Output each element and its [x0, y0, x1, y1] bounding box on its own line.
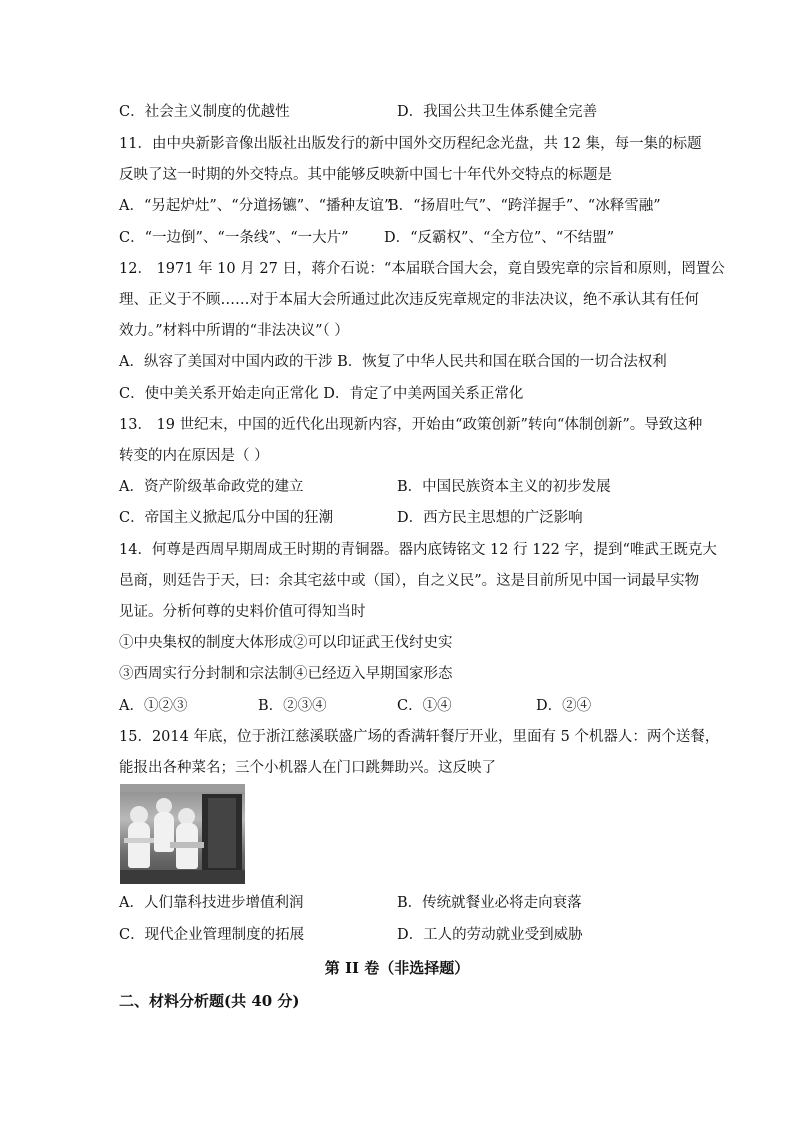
q13-option-b: B．中国民族资本主义的初步发展	[397, 479, 611, 495]
q13-option-d: D．西方民主思想的广泛影响	[397, 510, 583, 526]
q11-option-c: C．“一边倒”、“一条线”、“一大片”	[119, 230, 349, 246]
q11-stem-line2: 反映了这一时期的外交特点。其中能够反映新中国七十年代外交特点的标题是	[119, 167, 612, 183]
q11-option-b: B．“扬眉吐气”、“跨洋握手”、“冰释雪融”	[388, 198, 661, 214]
q12-stem-line1: 12． 1971 年 10 月 27 日，蒋介石说：“本届联合国大会，竟自毁宪章的宗旨和原则，罔置公	[119, 261, 725, 277]
q15-stem-line2: 能报出各种菜名；三个小机器人在门口跳舞助兴。这反映了	[119, 760, 496, 776]
q13-option-a: A．资产阶级革命政党的建立	[119, 479, 304, 495]
q15-stem-line1: 15．2014 年底，位于浙江慈溪联盛广场的香满轩餐厅开业，里面有 5 个机器人：两个送餐，	[119, 729, 720, 745]
q12-options-ab: A．纵容了美国对中国内政的干涉 B．恢复了中华人民共和国在联合国的一切合法权利	[119, 354, 667, 370]
q10-option-c: C．社会主义制度的优越性	[119, 104, 290, 120]
q13-option-c: C．帝国主义掀起瓜分中国的狂潮	[119, 510, 334, 526]
q12-stem-line2: 理、正义于不顾……对于本届大会所通过此次违反宪章规定的非法决议，绝不承认其有任何	[119, 292, 699, 308]
q14-option-d: D．②④	[536, 698, 592, 714]
q14-option-a: A．①②③	[119, 698, 188, 714]
q10-option-d: D．我国公共卫生体系健全完善	[397, 104, 598, 120]
q12-options-cd: C．使中美关系开始走向正常化 D．肯定了中美两国关系正常化	[119, 386, 524, 402]
q14-stem-line1: 14．何尊是西周早期周成王时期的青铜器。器内底铸铭文 12 行 122 字，提到“唯武王既克大	[119, 542, 717, 558]
q14-stem-line3: 见证。分析何尊的史料价值可得知当时	[119, 604, 366, 620]
part2-title: 第 II 卷（非选择题）	[324, 959, 470, 977]
q13-stem-line2: 转变的内在原因是（ ）	[119, 448, 269, 464]
q11-option-d: D．“反霸权”、“全方位”、“不结盟”	[384, 230, 615, 246]
q15-option-d: D．工人的劳动就业受到威胁	[397, 927, 583, 943]
q13-stem-line1: 13． 19 世纪末，中国的近代化出现新内容，开始由“政策创新”转向“体制创新”。导致这种	[119, 417, 703, 433]
q15-option-a: A．人们靠科技进步增值利润	[119, 895, 304, 911]
q14-option-b: B．②③④	[258, 698, 327, 714]
q14-option-c: C．①④	[397, 698, 452, 714]
robot-restaurant-photo	[120, 784, 245, 884]
q15-option-b: B．传统就餐业必将走向衰落	[397, 895, 582, 911]
section-heading: 二、材料分析题(共 40 分)	[119, 992, 300, 1010]
q14-statements-3-4: ③西周实行分封制和宗法制④已经迈入早期国家形态	[119, 666, 453, 682]
q12-stem-line3: 效力。”材料中所谓的“非法决议”（ ）	[119, 323, 349, 339]
q14-stem-line2: 邑商，则廷告于天，曰：余其宅兹中或（国），自之义民”。这是目前所见中国一词最早实物	[119, 573, 700, 589]
q15-option-c: C．现代企业管理制度的拓展	[119, 927, 305, 943]
q11-stem-line1: 11．由中央新影音像出版社出版发行的新中国外交历程纪念光盘，共 12 集，每一集的标题	[119, 136, 702, 152]
q11-option-a: A．“另起炉灶”、“分道扬镳”、“播种友谊”	[119, 198, 392, 214]
q14-statements-1-2: ①中央集权的制度大体形成②可以印证武王伐纣史实	[119, 635, 453, 651]
